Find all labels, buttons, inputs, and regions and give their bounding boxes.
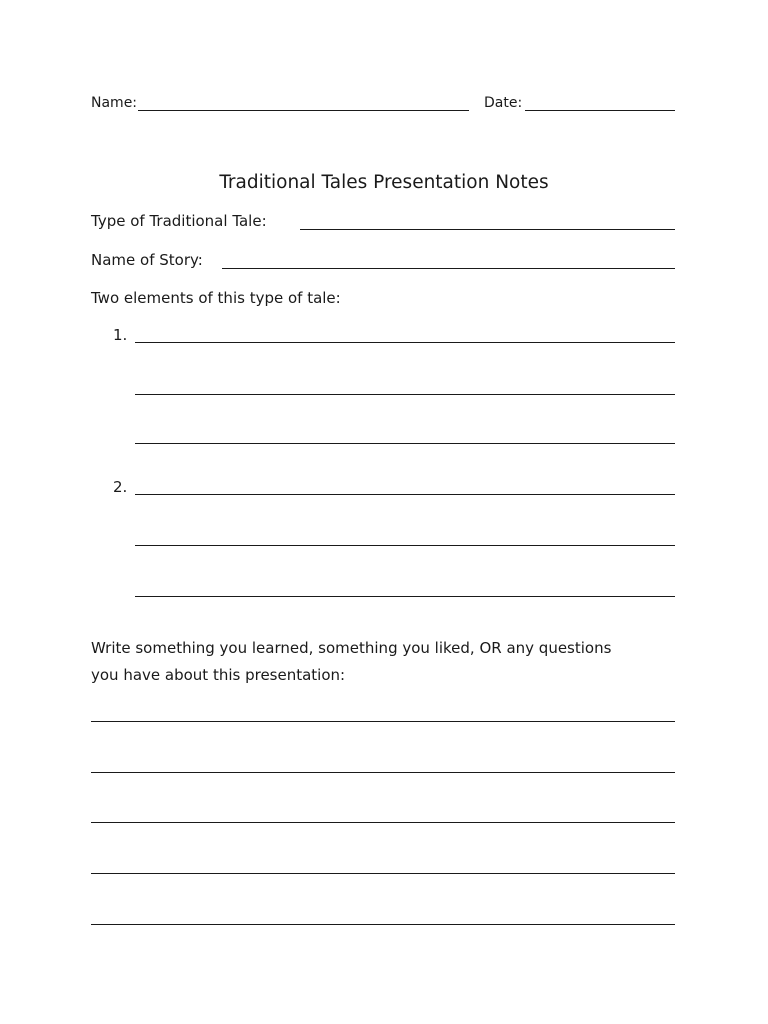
story-name-label: Name of Story: <box>91 251 203 269</box>
elements-label: Two elements of this type of tale: <box>91 289 341 307</box>
reflection-line-3[interactable] <box>91 822 675 823</box>
reflection-line-2[interactable] <box>91 772 675 773</box>
name-label: Name: <box>91 95 138 111</box>
element-1-line-2[interactable] <box>135 394 675 395</box>
reflection-line-4[interactable] <box>91 873 675 874</box>
reflection-line-5[interactable] <box>91 924 675 925</box>
element-2-line-3[interactable] <box>135 596 675 597</box>
element-1-line-1[interactable] <box>135 342 675 343</box>
story-name-answer-line[interactable] <box>222 268 675 269</box>
reflection-prompt-line-1: Write something you learned, something you liked, OR any questions <box>91 639 612 657</box>
element-2-line-2[interactable] <box>135 545 675 546</box>
type-of-tale-answer-line[interactable] <box>300 229 675 230</box>
element-1-line-3[interactable] <box>135 443 675 444</box>
page-title: Traditional Tales Presentation Notes <box>219 172 549 193</box>
date-label: Date: <box>484 95 523 111</box>
reflection-line-1[interactable] <box>91 721 675 722</box>
date-answer-line[interactable] <box>525 110 675 111</box>
type-of-tale-label: Type of Traditional Tale: <box>91 212 267 230</box>
reflection-prompt-line-2: you have about this presentation: <box>91 666 346 684</box>
element-2-line-1[interactable] <box>135 494 675 495</box>
name-answer-line[interactable] <box>138 110 469 111</box>
element-1-number: 1. <box>113 326 128 344</box>
element-2-number: 2. <box>113 478 128 496</box>
